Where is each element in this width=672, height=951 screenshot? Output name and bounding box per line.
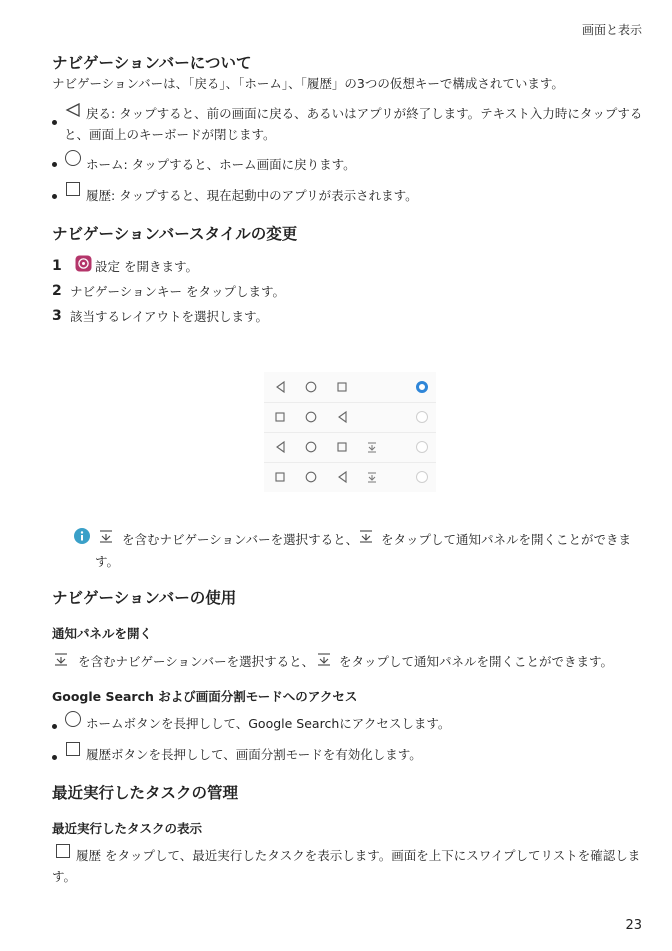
home-icon: [306, 382, 316, 392]
bullet: [52, 194, 57, 199]
note-text-a: を含むナビゲーションバーを選択すると、: [122, 532, 359, 547]
note-text-b: をタップして通知パネルを開くことができま: [381, 532, 632, 547]
notification-pull-icon: [99, 529, 113, 543]
bullet: [52, 724, 57, 729]
key-set: [264, 462, 404, 492]
bullet: [52, 162, 57, 167]
home-press-text: ホームボタンを長押しして、Google Searchにアクセスします。: [86, 716, 451, 731]
notification-pull-icon: [368, 473, 376, 482]
layout-radio-selected[interactable]: [416, 381, 428, 393]
notification-pull-icon: [317, 652, 331, 666]
back-description-line2: と、画面上のキーボードが閉じます。: [64, 127, 276, 142]
info-icon: [74, 528, 90, 544]
layout-radio[interactable]: [416, 471, 428, 483]
navigation-layout-options: [264, 372, 436, 492]
settings-app-icon: [75, 255, 92, 272]
step-number: 1: [52, 258, 62, 274]
section-title-style-change: ナビゲーションバースタイルの変更: [52, 225, 298, 243]
key-set: [264, 402, 404, 432]
subheading-notification: 通知パネルを開く: [52, 626, 153, 641]
home-icon: [306, 412, 316, 422]
bullet: [52, 120, 57, 125]
recent-icon: [66, 182, 80, 196]
recent-icon: [56, 844, 70, 858]
home-icon: [65, 711, 81, 727]
running-header: 画面と表示: [581, 23, 642, 37]
subheading-google-split: Google Search および画面分割モードへのアクセス: [52, 689, 358, 704]
recent-tasks-line1: 履歴 をタップして、最近実行したタスクを表示します。画面を上下にスワイプしてリストを確認しま: [76, 848, 641, 863]
note-text-c: す。: [95, 554, 120, 569]
step-text: 設定 を開きます。: [95, 259, 198, 274]
section-title-using: ナビゲーションバーの使用: [52, 589, 237, 607]
recent-icon: [338, 383, 346, 391]
notification-pull-icon: [368, 443, 376, 452]
layout-radio[interactable]: [416, 411, 428, 423]
section-title-recent-tasks: 最近実行したタスクの管理: [52, 784, 239, 802]
intro-text: ナビゲーションバーは、「戻る」、「ホーム」、「履歴」の3つの仮想キーで構成されています。: [52, 76, 564, 91]
layout-option[interactable]: [264, 432, 436, 463]
key-set: [264, 432, 404, 462]
recent-icon: [338, 443, 346, 451]
recent-icon: [66, 742, 80, 756]
notification-pull-icon: [54, 652, 68, 666]
page-number: 23: [625, 918, 642, 933]
back-icon: [277, 382, 284, 392]
step-text: 該当するレイアウトを選択します。: [70, 309, 269, 324]
recent-press-text: 履歴ボタンを長押しして、画面分割モードを有効化します。: [86, 747, 422, 762]
subheading-show-recent: 最近実行したタスクの表示: [52, 821, 203, 836]
home-description: ホーム: タップすると、ホーム画面に戻ります。: [86, 157, 356, 172]
back-description-line1: 戻る: タップすると、前の画面に戻る、あるいはアプリが終了します。テキスト入力時にタップする: [86, 106, 643, 121]
back-icon: [65, 102, 81, 118]
notification-text-a: を含むナビゲーションバーを選択すると、: [78, 654, 315, 669]
step-text: ナビゲーションキー をタップします。: [70, 284, 285, 299]
recent-tasks-line2: す。: [52, 869, 77, 884]
recent-description: 履歴: タップすると、現在起動中のアプリが表示されます。: [86, 188, 418, 203]
home-icon: [306, 472, 316, 482]
step-number: 2: [52, 283, 62, 299]
back-icon: [277, 442, 284, 452]
back-icon: [339, 472, 346, 482]
notification-text-b: をタップして通知パネルを開くことができます。: [339, 654, 614, 669]
home-icon: [65, 150, 81, 166]
recent-icon: [276, 473, 284, 481]
home-icon: [306, 442, 316, 452]
layout-option[interactable]: [264, 402, 436, 433]
layout-radio[interactable]: [416, 441, 428, 453]
back-icon: [339, 412, 346, 422]
bullet: [52, 755, 57, 760]
step-number: 3: [52, 308, 62, 324]
recent-icon: [276, 413, 284, 421]
layout-option[interactable]: [264, 462, 436, 492]
layout-option[interactable]: [264, 372, 436, 403]
key-set: [264, 372, 404, 402]
section-title-about: ナビゲーションバーについて: [52, 54, 252, 72]
notification-pull-icon: [359, 529, 373, 543]
